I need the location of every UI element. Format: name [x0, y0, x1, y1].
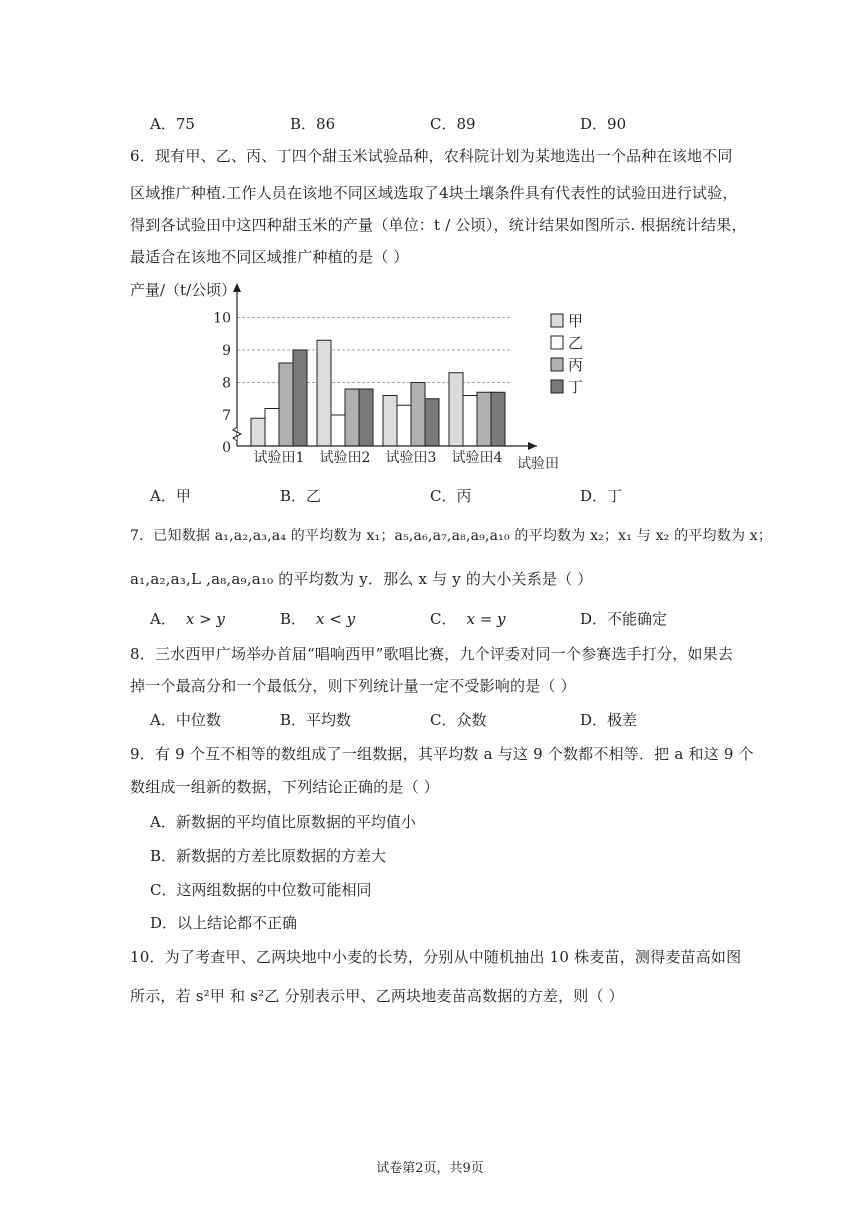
bar [345, 389, 359, 446]
origin-label: 0 [222, 440, 231, 456]
q7-stem-line-1: 7．已知数据 a₁,a₂,a₃,a₄ 的平均数为 x₁；a₅,a₆,a₇,a₈,a₉,a₁₀ 的平均数为 x₂；x₁ 与 x₂ 的平均数为 x； [130, 528, 773, 544]
q8-option-b: B．平均数 [280, 711, 352, 729]
legend-label: 乙 [568, 334, 584, 352]
q6-stem-line-2: 区域推广种植.工作人员在该地不同区域选取了4块土壤条件具有代表性的试验田进行试验， [130, 184, 738, 202]
x-axis-arrow-icon [528, 442, 537, 450]
x-axis-title: 试验田 [517, 456, 559, 472]
q6-option-d: D．丁 [580, 487, 623, 505]
q10-stem-line-2: 所示，若 s²甲 和 s²乙 分别表示甲、乙两块地麦苗高数据的方差，则（ ） [130, 987, 624, 1005]
q7-option-d: D．不能确定 [580, 610, 668, 628]
q6-stem-line-4: 最适合在该地不同区域推广种植的是（ ） [130, 248, 409, 266]
q8-option-a: A．中位数 [150, 711, 221, 729]
legend-label: 甲 [568, 312, 584, 330]
q5-option-b: B．86 [290, 115, 336, 133]
bar [463, 396, 477, 447]
q9-stem-line-2: 数组成一组新的数据，下列结论正确的是（ ） [130, 778, 439, 796]
axis-break-icon [233, 427, 241, 441]
q7-option-c: C． x = y [430, 610, 506, 628]
x-tick-label: 试验田1 [253, 450, 305, 466]
q8-stem-line-1: 8．三水西甲广场举办首届“唱响西甲”歌唱比赛，九个评委对同一个参赛选手打分，如果去 [130, 645, 734, 663]
bar [477, 392, 491, 446]
x-tick-label: 试验田3 [385, 450, 437, 466]
bar [359, 389, 373, 446]
y-tick-label: 10 [213, 310, 231, 327]
legend-label: 丙 [568, 356, 584, 374]
legend-label: 丁 [568, 378, 584, 396]
page-footer: 试卷第2页，共9页 [376, 1161, 484, 1176]
q5-option-d: D．90 [580, 115, 627, 133]
q6-option-b: B．乙 [280, 487, 322, 505]
q6-option-c: C．丙 [430, 487, 472, 505]
q9-option-d: D．以上结论都不正确 [150, 914, 298, 932]
legend-swatch [551, 314, 563, 327]
legend-swatch [551, 358, 563, 371]
q9-stem-line-1: 9．有 9 个互不相等的数组成了一组数据，其平均数 a 与这 9 个数都不相等．把 a 和这 9 个 [130, 745, 754, 763]
q5-option-a: A．75 [150, 115, 195, 133]
legend-swatch [551, 336, 563, 349]
bar [317, 340, 331, 446]
y-axis-title: 产量/（t/公顷） [130, 281, 237, 299]
bar [251, 418, 265, 446]
q7-option-b: B． x < y [280, 610, 356, 628]
q7-option-a: A． x > y [150, 610, 225, 628]
bar [449, 373, 463, 446]
q7-option-b-math: x < y [316, 610, 356, 628]
q10-stem-line-1: 10．为了考查甲、乙两块地中小麦的长势，分别从中随机抽出 10 株麦苗，测得麦苗高如图 [130, 948, 742, 966]
q9-option-b: B．新数据的方差比原数据的方差大 [150, 847, 387, 865]
q6-stem-line-3: 得到各试验田中这四种甜玉米的产量（单位：t / 公顷），统计结果如图所示. 根据统计结果， [130, 216, 747, 234]
bar [265, 409, 279, 447]
q8-option-d: D．极差 [580, 711, 638, 729]
bar [331, 415, 345, 446]
yield-bar-chart [125, 275, 605, 475]
bar [425, 399, 439, 446]
q6-option-a: A．甲 [150, 487, 191, 505]
bar [383, 396, 397, 447]
q7-option-a-math: x > y [185, 610, 225, 628]
x-tick-label: 试验田4 [451, 450, 503, 466]
y-tick-label: 8 [222, 375, 231, 392]
x-tick-label: 试验田2 [319, 450, 371, 466]
bar [397, 405, 411, 446]
bar [279, 363, 293, 446]
bar [293, 350, 307, 446]
q8-option-c: C．众数 [430, 711, 487, 729]
y-tick-label: 7 [222, 408, 231, 424]
q8-stem-line-2: 掉一个最高分和一个最低分，则下列统计量一定不受影响的是（ ） [130, 677, 576, 695]
q5-option-c: C．89 [430, 115, 476, 133]
q9-option-a: A．新数据的平均值比原数据的平均值小 [150, 813, 416, 831]
y-tick-label: 9 [222, 343, 231, 359]
q6-stem-line-1: 6．现有甲、乙、丙、丁四个甜玉米试验品种，农科院计划为某地选出一个品种在该地不同 [130, 147, 733, 165]
q9-option-c: C．这两组数据的中位数可能相同 [150, 881, 372, 899]
bar [411, 383, 425, 447]
q7-option-c-math: x = y [466, 610, 506, 628]
legend-swatch [551, 380, 563, 393]
q7-stem-line-2: a₁,a₂,a₃,L ,a₈,a₉,a₁₀ 的平均数为 y．那么 x 与 y 的大小关系是（ ） [130, 570, 593, 588]
bar [491, 392, 505, 446]
